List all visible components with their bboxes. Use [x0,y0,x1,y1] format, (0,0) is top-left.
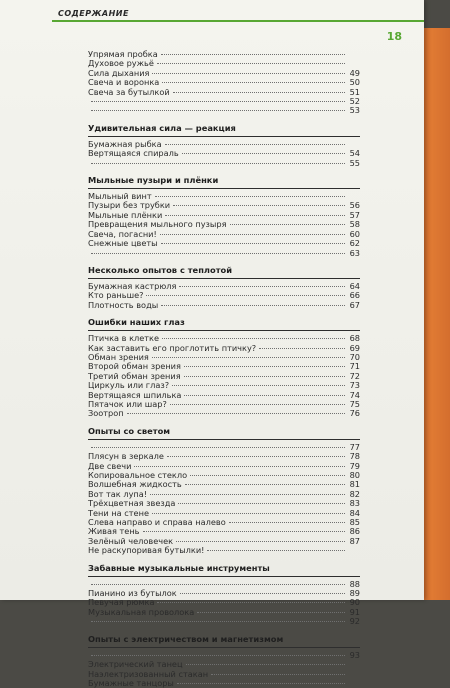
toc-entry-page: 67 [349,299,360,310]
toc-entry-page: 83 [349,498,360,509]
toc-entry-page: 84 [349,507,360,518]
toc-entry-title: Циркуль или глаз? [88,380,170,391]
dot-leader [167,456,345,457]
toc-entry-title: Упрямая пробка [88,49,158,59]
dot-leader [91,110,345,111]
toc-entry-page: 64 [349,280,360,291]
page-header [0,0,424,30]
dot-leader [211,674,345,675]
section-rule [88,188,360,189]
toc-entry-page: 50 [349,77,360,88]
toc-entry [88,249,360,258]
dot-leader [91,101,345,102]
dot-leader [173,92,345,93]
dot-leader [160,234,345,235]
dot-leader [229,522,345,523]
toc-entry-page: 81 [349,479,360,490]
toc-entry-page: 53 [349,105,360,116]
section-rule [88,136,360,137]
toc-entry-title: Птичка в клетке [88,333,160,344]
toc-entry-title: Вот так лупа! [88,488,148,499]
dot-leader [190,475,345,476]
toc-entry-title: Бумажная кастрюля [88,280,177,291]
dot-leader [170,404,345,405]
toc-entry-page: 86 [349,526,360,537]
dot-leader [157,602,345,603]
toc-entry-page: 82 [349,488,360,499]
header-rule [52,20,424,22]
toc-entry-title: Пианино из бутылок [88,588,177,599]
toc-entry [88,106,360,115]
toc-entry-page: 51 [349,86,360,97]
section-title: Ошибки наших глаз [88,317,185,328]
toc-entry-page: 69 [349,342,360,353]
toc-entry-title: Вертящаяся спираль [88,148,179,159]
toc-entry-page: 58 [349,219,360,230]
dot-leader [178,503,345,504]
toc-entry-title: Наэлектризованный стакан [88,668,209,679]
section-title: Несколько опытов с теплотой [88,264,233,275]
toc-entry [88,679,360,688]
toc-entry-title: Духовое ружьё [88,58,154,69]
toc-entry-page: 70 [349,351,360,362]
dot-leader [91,447,345,448]
toc-entry [88,97,360,106]
toc-entry-title: Трёхцветная звезда [88,498,176,509]
toc-entry-page: 56 [349,200,360,211]
toc-entry-title: Волшебная жидкость [88,479,182,490]
toc-entry [88,608,360,617]
dot-leader [173,205,345,206]
toc-entry-title: Снежные цветы [88,238,158,249]
dot-leader [230,224,346,225]
toc-entry-title: Пузыри без трубки [88,200,171,211]
toc-entry-page: 89 [349,588,360,599]
toc-entry-title: Второй обман зрения [88,361,181,372]
toc-entry-title: Мыльный винт [88,191,152,202]
dot-leader [180,593,345,594]
toc-entry-page: 54 [349,148,360,159]
toc-entry-title: Обман зрения [88,351,149,362]
dot-leader [162,338,345,339]
toc-entry-page: 71 [349,361,360,372]
dot-leader [185,484,345,485]
toc-entry-title: Копировальное стекло [88,470,188,480]
dot-leader [146,295,345,296]
dot-leader [150,494,345,495]
dot-leader [143,531,346,532]
dot-leader [184,366,345,367]
toc-entry [88,617,360,626]
dot-leader [182,153,345,154]
dot-leader [259,348,345,349]
page-number: 18 [386,30,402,43]
dot-leader [176,541,345,542]
toc-entry-page: 88 [349,578,360,589]
table-of-contents [88,50,360,688]
section-title: Опыты со светом [88,425,171,436]
toc-entry-page: 57 [349,209,360,220]
section-rule [88,278,360,279]
toc-entry-page: 63 [349,247,360,258]
toc-entry-page: 90 [349,597,360,608]
dot-leader [162,82,345,83]
toc-entry-title: Слева направо и справа налево [88,517,226,528]
toc-entry-page: 74 [349,389,360,400]
dot-leader [155,196,345,197]
toc-entry-title: Кто раньше? [88,290,144,301]
section-title: Мыльные пузыри и плёнки [88,175,219,186]
section-rule [88,647,360,648]
toc-entry-page: 52 [349,96,360,107]
dot-leader [91,584,345,585]
section-title: Забавные музыкальные инструменты [88,562,270,573]
dot-leader [184,395,345,396]
dot-leader [165,215,345,216]
dot-leader [127,413,345,414]
toc-entry [88,149,360,158]
toc-entry [88,660,360,669]
dot-leader [179,286,345,287]
toc-entry-title: Свеча за бутылкой [88,86,170,97]
toc-entry-title: Плясун в зеркале [88,451,164,462]
dot-leader [197,612,345,613]
toc-entry-title: Пятачок или шар? [88,398,167,409]
toc-entry [88,88,360,97]
toc-entry-title: Вертящаяся шпилька [88,389,182,400]
toc-entry-page: 62 [349,238,360,249]
dot-leader [91,621,345,622]
section-title: Опыты с электричеством и магнетизмом [88,633,284,644]
toc-entry-title: Певучая рюмка [88,597,155,608]
toc-entry-page: 87 [349,535,360,546]
dot-leader [157,63,345,64]
toc-entry-title: Превращения мыльного пузыря [88,219,227,230]
dot-leader [134,466,345,467]
toc-entry [88,409,360,418]
toc-entry-title: Бумажные танцоры [88,677,174,688]
dot-leader [152,73,345,74]
toc-entry [88,301,360,310]
toc-entry-page: 92 [349,616,360,627]
toc-entry-title: Тени на стене [88,507,149,518]
dot-leader [177,683,345,684]
toc-entry [88,239,360,248]
toc-entry-title: Свеча, погасни! [88,228,157,239]
dot-leader [91,655,345,656]
section-rule [88,439,360,440]
toc-entry-title: Две свечи [88,460,132,471]
dot-leader [161,243,345,244]
dot-leader [91,253,345,254]
toc-entry-page: 76 [349,408,360,419]
toc-entry-title: Бумажная рыбка [88,138,162,149]
book-cover-edge [420,28,450,600]
toc-entry-page: 73 [349,380,360,391]
toc-entry-page: 79 [349,460,360,471]
toc-entry-page: 75 [349,398,360,409]
section-rule [88,330,360,331]
toc-entry-page: 77 [349,441,360,452]
dot-leader [207,550,345,551]
toc-entry-title: Третий обман зрения [88,370,181,381]
dot-leader [184,376,345,377]
toc-entry-title: Свеча и воронка [88,77,160,88]
toc-entry-title: Плотность воды [88,299,159,310]
toc-entry [88,546,360,555]
toc-entry-page: 55 [349,157,360,168]
toc-entry-title: Живая тень [88,526,140,537]
dot-leader [152,513,345,514]
section-rule [88,576,360,577]
toc-entry-title: Зелёный человечек [88,535,174,546]
dot-leader [161,54,345,55]
toc-entry-title: Мыльные плёнки [88,209,163,220]
toc-entry-page: 68 [349,333,360,344]
toc-entry-title: Как заставить его проглотить птичку? [88,342,257,353]
toc-entry-title: Сила дыхания [88,67,150,78]
toc-entry-title: Зоотроп [88,408,124,419]
toc-entry-page: 91 [349,606,360,617]
section-title: Удивительная сила — реакция [88,122,236,133]
toc-entry-page: 78 [349,451,360,462]
dot-leader [165,144,345,145]
dot-leader [91,163,345,164]
toc-entry-page: 72 [349,370,360,381]
toc-entry-page: 66 [349,290,360,301]
toc-entry-page: 85 [349,517,360,528]
dot-leader [152,357,345,358]
dot-leader [161,305,345,306]
toc-entry-title: Не раскупоривая бутылки! [88,545,205,556]
toc-entry [88,670,360,679]
toc-entry [88,400,360,409]
toc-entry-title: Электрический танец [88,659,183,670]
toc-entry-page: 49 [349,67,360,78]
toc-entry-page: 60 [349,228,360,239]
dot-leader [186,664,345,665]
dot-leader [172,385,345,386]
toc-entry-page: 93 [349,649,360,660]
page-title: СОДЕРЖАНИЕ [58,9,129,18]
toc-entry-title: Музыкальная проволока [88,606,195,617]
toc-entry-page: 80 [349,470,360,480]
toc-entry [88,159,360,168]
toc-entry [88,651,360,660]
